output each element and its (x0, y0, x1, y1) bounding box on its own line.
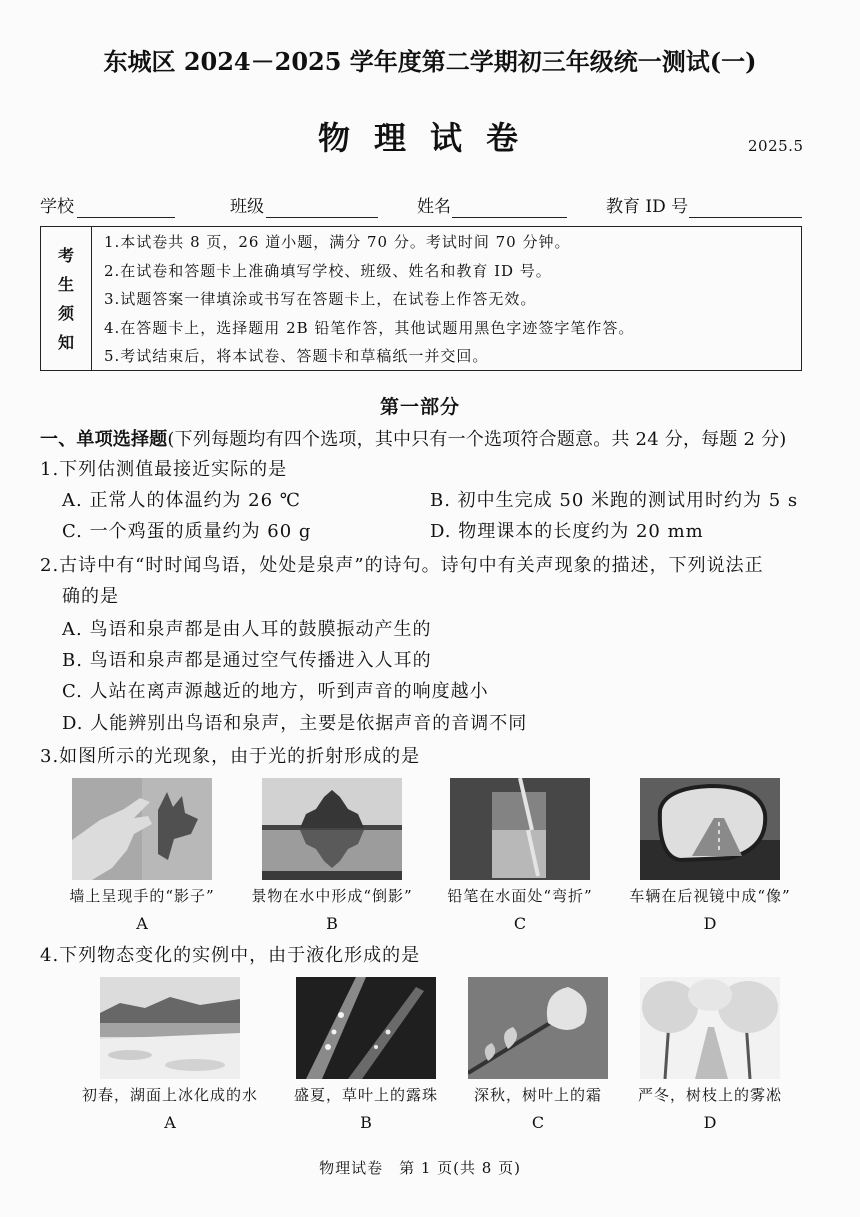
figure-letter: D (703, 1113, 717, 1132)
question-4-figure-d (615, 977, 805, 1133)
figure-letter: C (531, 1113, 545, 1132)
question-1-option-d: D. 物理课本的长度约为 20 mm (430, 521, 704, 542)
question-2-option-c: C. 人站在离声源越近的地方，听到声音的响度越小 (62, 681, 489, 702)
school-label: 学校 (40, 197, 74, 217)
question-2-option-a: A. 鸟语和泉声都是由人耳的鼓膜振动产生的 (62, 619, 432, 640)
rearview-mirror-photo (640, 778, 780, 880)
dew-on-grass-photo (296, 977, 436, 1079)
section-heading (40, 428, 787, 452)
question-2-option-d: D. 人能辨别出鸟语和泉声，主要是依据声音的音调不同 (62, 713, 528, 734)
name-label: 姓名 (417, 197, 451, 217)
education-id-blank (689, 196, 802, 218)
pencil-in-water-photo (450, 778, 590, 880)
subject-title: 物理试卷 (318, 119, 543, 157)
notice-item: 1.本试卷共 8 页，26 道小题，满分 70 分。考试时间 70 分钟。 (104, 233, 571, 251)
exam-title: 东城区 2024－2025 学年度第二学期初三年级统一测试(一) (103, 47, 757, 76)
hand-shadow-photo (72, 778, 212, 880)
figure-letter: C (513, 914, 527, 933)
figure-letter: D (703, 914, 717, 933)
notice-heading-char: 生 (57, 274, 74, 294)
education-id-label: 教育 ID 号 (606, 197, 689, 217)
question-4-figure-a (75, 977, 265, 1133)
question-2-stem-continued: 确的是 (62, 586, 119, 607)
melting-lake-ice-photo (100, 977, 240, 1079)
rime-on-trees-photo (640, 977, 780, 1079)
question-3-figure-a (47, 778, 237, 934)
section-instructions: (下列每题均有四个选项，其中只有一个选项符合题意。共 24 分，每题 2 分) (167, 429, 787, 450)
notice-item: 3.试题答案一律填涂或书写在答题卡上，在试卷上作答无效。 (104, 290, 537, 308)
figure-letter: B (326, 914, 338, 933)
figure-letter: B (360, 1113, 372, 1132)
figure-caption: 景物在水中形成“倒影” (251, 887, 413, 905)
question-1-stem: 1.下列估测值最接近实际的是 (40, 459, 288, 480)
figure-letter: A (136, 914, 148, 933)
figure-caption: 初春，湖面上冰化成的水 (81, 1086, 258, 1104)
notice-heading-char: 须 (57, 303, 74, 323)
notice-heading-char: 知 (57, 332, 74, 352)
question-1-option-a: A. 正常人的体温约为 26 ℃ (62, 490, 301, 511)
tower-reflection-photo (262, 778, 402, 880)
question-2-option-b: B. 鸟语和泉声都是通过空气传播进入人耳的 (62, 650, 432, 671)
notice-item: 4.在答题卡上，选择题用 2B 铅笔作答，其他试题用黑色字迹签字笔作答。 (104, 318, 635, 337)
question-2-stem: 2.古诗中有“时时闻鸟语，处处是泉声”的诗句。诗句中有关声现象的描述，下列说法正 (40, 555, 764, 576)
question-3-figure-d (615, 778, 805, 934)
candidate-notice-box (40, 226, 802, 371)
question-3-figure-b (237, 778, 427, 934)
frost-on-leaves-photo (468, 977, 608, 1079)
notice-item: 5.考试结束后，将本试卷、答题卡和草稿纸一并交回。 (104, 347, 489, 365)
figure-caption: 严冬，树枝上的雾凇 (637, 1086, 782, 1104)
question-4-figure-b (271, 977, 461, 1133)
class-blank (266, 196, 378, 218)
notice-heading (41, 227, 92, 370)
section-title: 一、单项选择题 (40, 429, 168, 450)
figure-caption: 深秋，树叶上的霜 (473, 1086, 602, 1104)
question-1-option-b: B. 初中生完成 50 米跑的测试用时约为 5 s (430, 490, 799, 511)
question-4-figure-c (443, 977, 633, 1133)
class-label: 班级 (230, 197, 264, 217)
exam-date: 2025.5 (748, 137, 804, 155)
question-3-figure-c (425, 778, 615, 934)
school-blank (77, 196, 175, 218)
notice-heading-char: 考 (57, 245, 74, 265)
name-blank (452, 196, 567, 218)
question-3-stem: 3.如图所示的光现象，由于光的折射形成的是 (40, 746, 421, 767)
figure-letter: A (164, 1113, 176, 1132)
figure-caption: 车辆在后视镜中成“像” (629, 887, 791, 905)
page-footer: 物理试卷 第 1 页(共 8 页) (319, 1159, 521, 1177)
part-title: 第一部分 (379, 396, 460, 418)
notice-list (104, 228, 634, 371)
notice-item: 2.在试卷和答题卡上准确填写学校、班级、姓名和教育 ID 号。 (104, 261, 552, 280)
figure-caption: 铅笔在水面处“弯折” (447, 887, 593, 905)
question-1-option-c: C. 一个鸡蛋的质量约为 60 g (62, 521, 312, 542)
question-4-stem: 4.下列物态变化的实例中，由于液化形成的是 (40, 945, 421, 966)
figure-caption: 墙上呈现手的“影子” (69, 887, 215, 905)
figure-caption: 盛夏，草叶上的露珠 (293, 1086, 438, 1104)
